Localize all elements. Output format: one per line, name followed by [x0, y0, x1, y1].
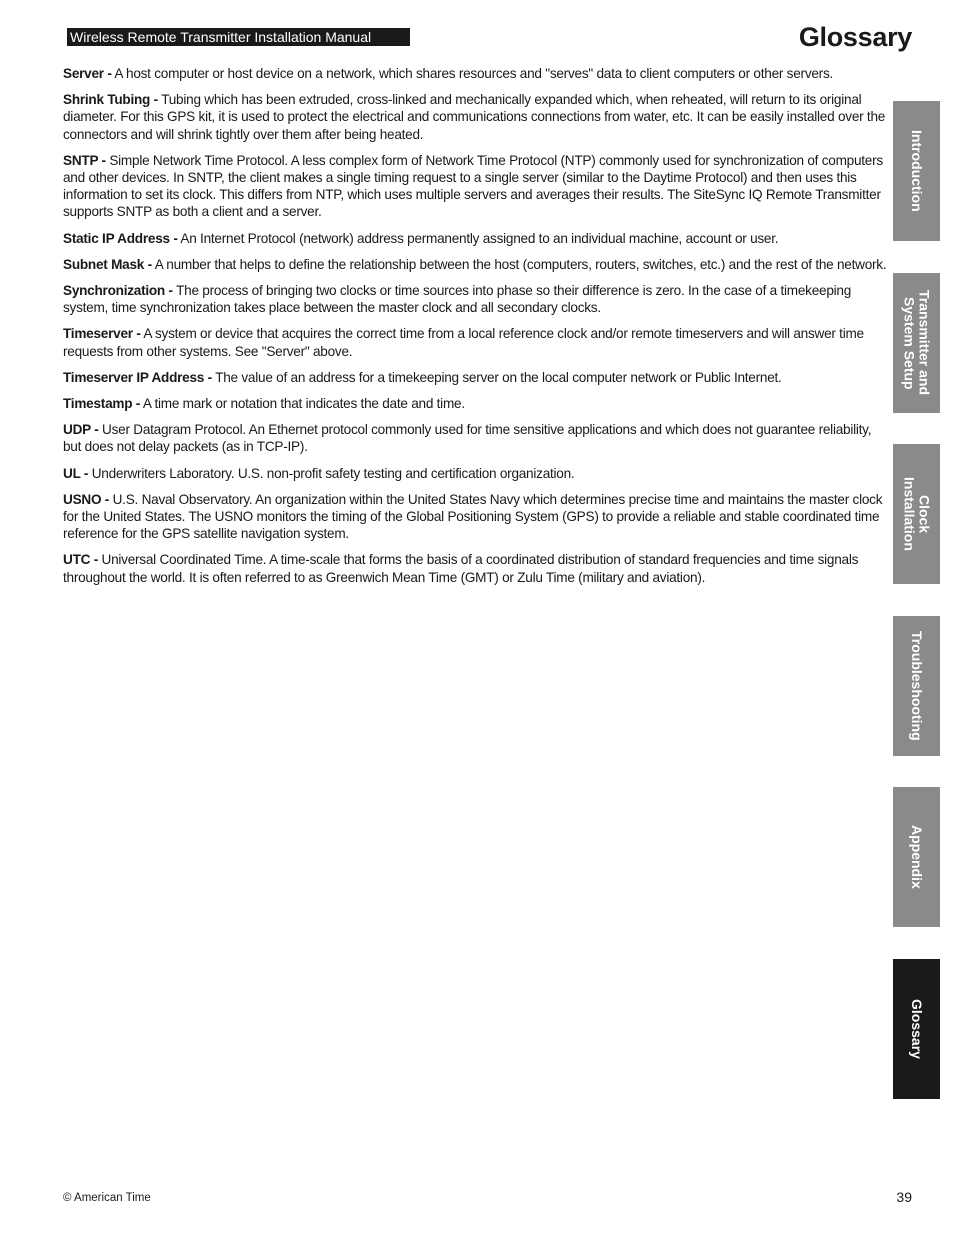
glossary-definition: Universal Coordinated Time. A time-scale that forms the basis of a coordinated distribution of standard frequencies and time signals throughout the world. It is often referred to as Greenwich Mean Time (GMT) or Zulu Time (military and aviation). — [63, 552, 859, 585]
glossary-entry-timeserver — [63, 325, 887, 359]
glossary-term: UTC - — [63, 552, 98, 568]
glossary-definition: Simple Network Time Protocol. A less complex form of Network Time Protocol (NTP) commonly used for synchronization of computers and other devices. In SNTP, the client makes a single timing request to a single server (similar to the Daytime Protocol) and then uses this information to set its clock. This differs from NTP, which uses multiple servers and averages their results. The SiteSync IQ Remote Transmitter supports SNTP as both a client and a server. — [63, 152, 883, 220]
tab-label: Glossary — [909, 999, 925, 1059]
tab-appendix[interactable] — [893, 787, 940, 927]
glossary-entry-ul — [63, 465, 887, 482]
tab-clock-installation[interactable] — [893, 444, 940, 584]
glossary-entry-timestamp — [63, 395, 887, 412]
tab-label: Clock Installation — [901, 477, 933, 551]
glossary-term: Shrink Tubing - — [63, 92, 158, 108]
glossary-entry-udp — [63, 421, 887, 455]
glossary-term: UL - — [63, 465, 89, 481]
page-number: 39 — [896, 1189, 912, 1205]
tab-label: Appendix — [909, 825, 925, 889]
glossary-term: Server - — [63, 66, 112, 81]
glossary-definition: A host computer or host device on a network, which shares resources and "serves" data to client computers or other servers. — [114, 66, 834, 81]
tab-introduction[interactable] — [893, 101, 940, 241]
footer-copyright: © American Time — [63, 1192, 151, 1204]
glossary-term: Synchronization - — [63, 283, 173, 299]
tab-label: Introduction — [909, 130, 925, 212]
glossary-definition: A time mark or notation that indicates the date and time. — [142, 396, 465, 412]
glossary-definition: The value of an address for a timekeeping server on the local computer network or Public Internet. — [215, 369, 782, 385]
glossary-list — [63, 65, 887, 595]
glossary-entry-shrink-tubing — [63, 91, 887, 143]
glossary-term: Timestamp - — [63, 396, 141, 412]
glossary-entry-sntp — [63, 152, 887, 221]
tab-troubleshooting[interactable] — [893, 616, 940, 756]
glossary-definition: A system or device that acquires the correct time from a local reference clock and/or remote timeservers and will answer time requests from other systems. See "Server" above. — [63, 326, 864, 359]
glossary-definition: User Datagram Protocol. An Ethernet protocol commonly used for time sensitive applications and which does not guarantee reliability, but does not delay packets (as in TCP-IP). — [63, 422, 872, 455]
glossary-term: Subnet Mask - — [63, 256, 152, 272]
glossary-entry-timeserver-ip — [63, 369, 887, 386]
glossary-definition: Tubing which has been extruded, cross-linked and mechanically expanded which, when reheated, will return to its original diameter. For this GPS kit, it is used to protect the electrical and communications connections from water, etc. It can be easily installed over the connectors and will shrink tightly over them after being heated. — [63, 92, 886, 142]
glossary-entry-synchronization — [63, 282, 887, 316]
glossary-term: UDP - — [63, 422, 99, 438]
glossary-entry-subnet-mask — [63, 256, 887, 273]
glossary-term: Timeserver IP Address - — [63, 369, 212, 385]
glossary-definition: A number that helps to define the relationship between the host (computers, routers, switches, etc.) and the rest of the network. — [154, 256, 887, 272]
glossary-definition: The process of bringing two clocks or time sources into phase so their difference is zero. In the case of a timekeeping system, time synchronization takes place between the master clock and all secondary clocks. — [63, 283, 852, 316]
glossary-definition: U.S. Naval Observatory. An organization within the United States Navy which determines precise time and maintains the master clock for the United States. The USNO monitors the timing of the Global Positioning System (GPS) to provide a reliable and stable coordinated time reference for the GPS satellite navigation system. — [63, 491, 883, 542]
glossary-term: USNO - — [63, 491, 110, 507]
glossary-entry-server — [63, 65, 887, 82]
glossary-entry-utc — [63, 551, 887, 585]
tab-glossary[interactable] — [893, 959, 940, 1099]
glossary-term: Static IP Address - — [63, 230, 178, 246]
glossary-entry-usno — [63, 491, 887, 543]
tab-transmitter-and-system-setup[interactable] — [893, 273, 940, 413]
glossary-definition: An Internet Protocol (network) address permanently assigned to an individual machine, account or user. — [180, 230, 779, 246]
tab-label: Troubleshooting — [909, 631, 925, 741]
glossary-entry-static-ip — [63, 230, 887, 247]
glossary-definition: Underwriters Laboratory. U.S. non-profit safety testing and certification organization. — [91, 465, 575, 481]
manual-title-badge: Wireless Remote Transmitter Installation Manual — [67, 28, 410, 46]
glossary-term: Timeserver - — [63, 326, 141, 342]
glossary-term: SNTP - — [63, 152, 106, 168]
tab-label: Transmitter and System Setup — [901, 290, 933, 396]
page-title: Glossary — [798, 22, 912, 52]
